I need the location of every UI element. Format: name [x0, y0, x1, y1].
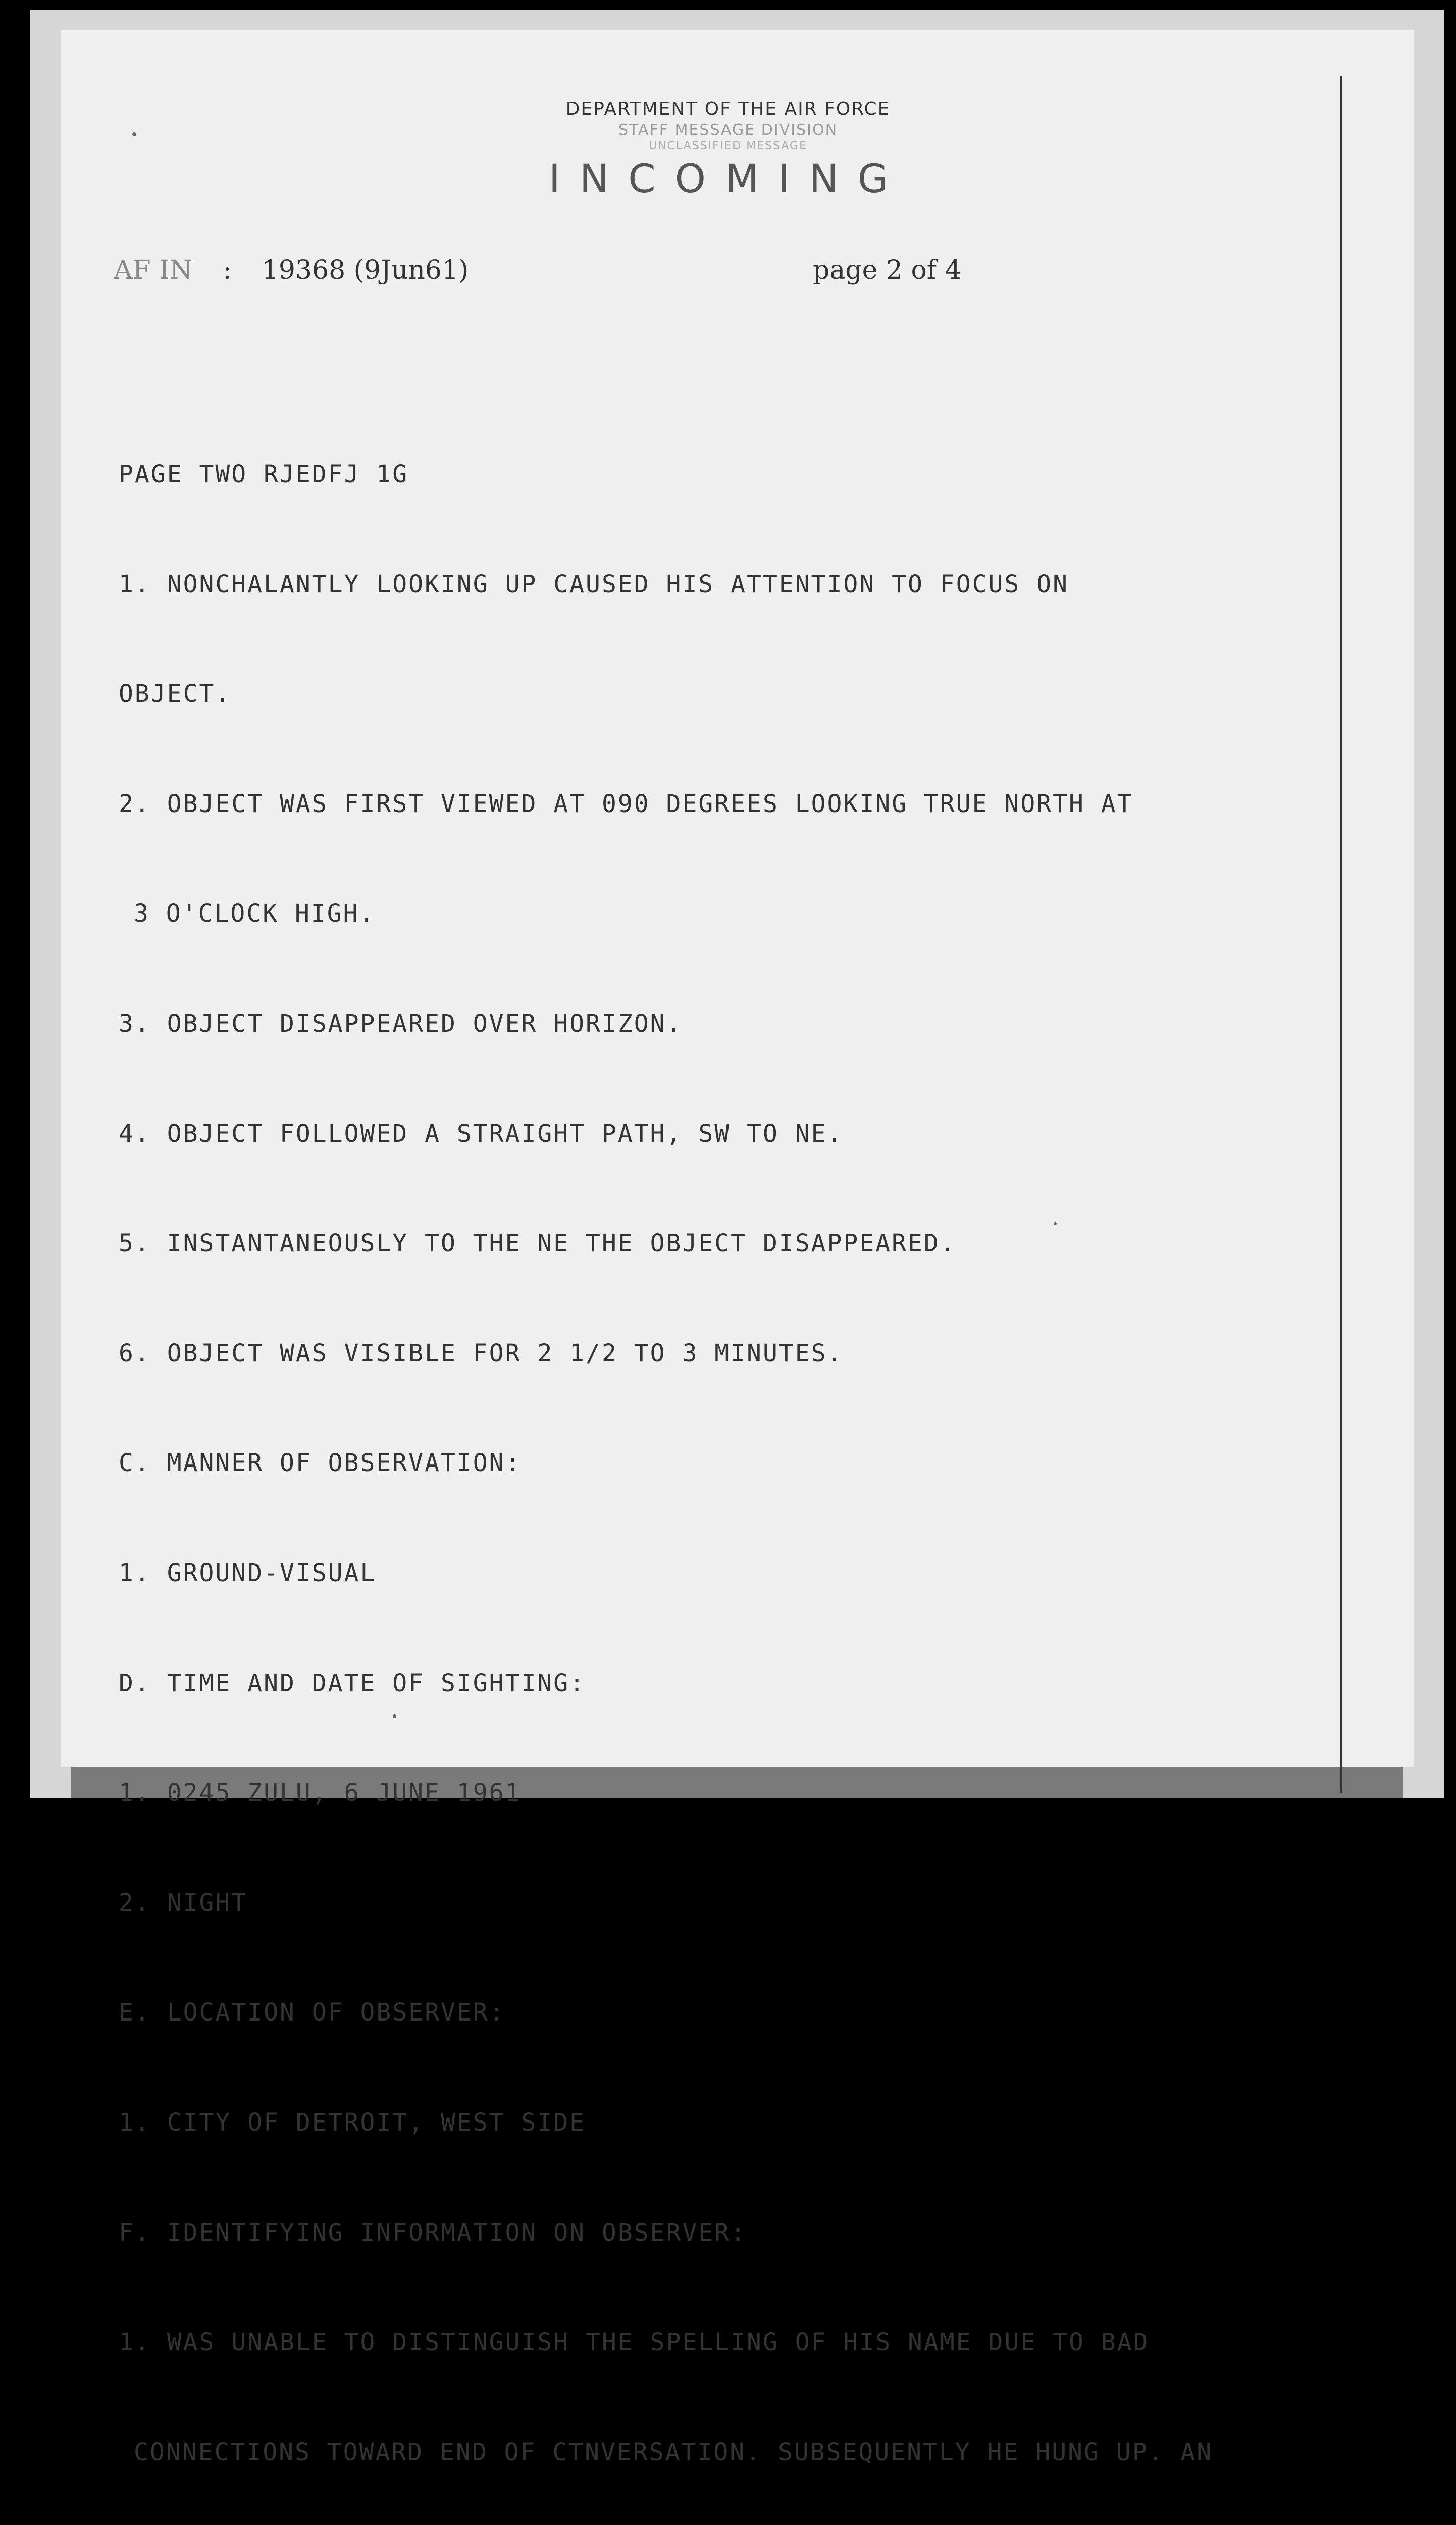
af-in-separator: :: [223, 255, 232, 285]
body-line: 4. OBJECT FOLLOWED A STRAIGHT PATH, SW TO NE.: [119, 1119, 844, 1148]
message-body: [119, 391, 1229, 2525]
classification-label: UNCLASSIFIED MESSAGE: [649, 140, 807, 153]
body-line: D. TIME AND DATE OF SIGHTING:: [119, 1669, 586, 1697]
body-line: F. IDENTIFYING INFORMATION ON OBSERVER:: [119, 2218, 747, 2247]
body-line: 2. NIGHT: [119, 1888, 248, 1917]
body-line: 1. NONCHALANTLY LOOKING UP CAUSED HIS ATTENTION TO FOCUS ON: [119, 570, 1069, 598]
body-line: E. LOCATION OF OBSERVER:: [119, 1998, 505, 2027]
body-line: CONNECTIONS TOWARD END OF CTNVERSATION. SUBSEQUENTLY HE HUNG UP. AN: [134, 2438, 1213, 2466]
body-line: 3 O'CLOCK HIGH.: [134, 899, 376, 928]
message-id: [114, 255, 469, 285]
body-line: 1. GROUND-VISUAL: [119, 1558, 377, 1587]
division-title: STAFF MESSAGE DIVISION: [618, 121, 838, 139]
body-line: 2. OBJECT WAS FIRST VIEWED AT 090 DEGREES LOOKING TRUE NORTH AT: [119, 789, 1133, 818]
af-in-number: 19368 (9Jun61): [262, 255, 469, 285]
body-line: OBJECT.: [119, 680, 232, 709]
body-line: C. MANNER OF OBSERVATION:: [119, 1449, 522, 1478]
right-margin-rule: [1340, 76, 1342, 1793]
message-header: [0, 98, 1456, 202]
body-line: 3. OBJECT DISAPPEARED OVER HORIZON.: [119, 1009, 683, 1038]
af-in-label: AF IN: [114, 255, 193, 285]
body-line: 1. CITY OF DETROIT, WEST SIDE: [119, 2108, 586, 2137]
body-line: 1. 0245 ZULU, 6 JUNE 1961: [119, 1779, 522, 1807]
department-title: DEPARTMENT OF THE AIR FORCE: [565, 98, 891, 119]
incoming-title: INCOMING: [548, 157, 908, 202]
body-line: PAGE TWO RJEDFJ 1G: [119, 460, 409, 488]
body-line: 1. WAS UNABLE TO DISTINGUISH THE SPELLING OF HIS NAME DUE TO BAD: [119, 2328, 1150, 2357]
page-number: page 2 of 4: [813, 255, 962, 285]
body-line: 6. OBJECT WAS VISIBLE FOR 2 1/2 TO 3 MINUTES.: [119, 1339, 844, 1368]
body-line: 5. INSTANTANEOUSLY TO THE NE THE OBJECT DISAPPEARED.: [119, 1229, 956, 1258]
